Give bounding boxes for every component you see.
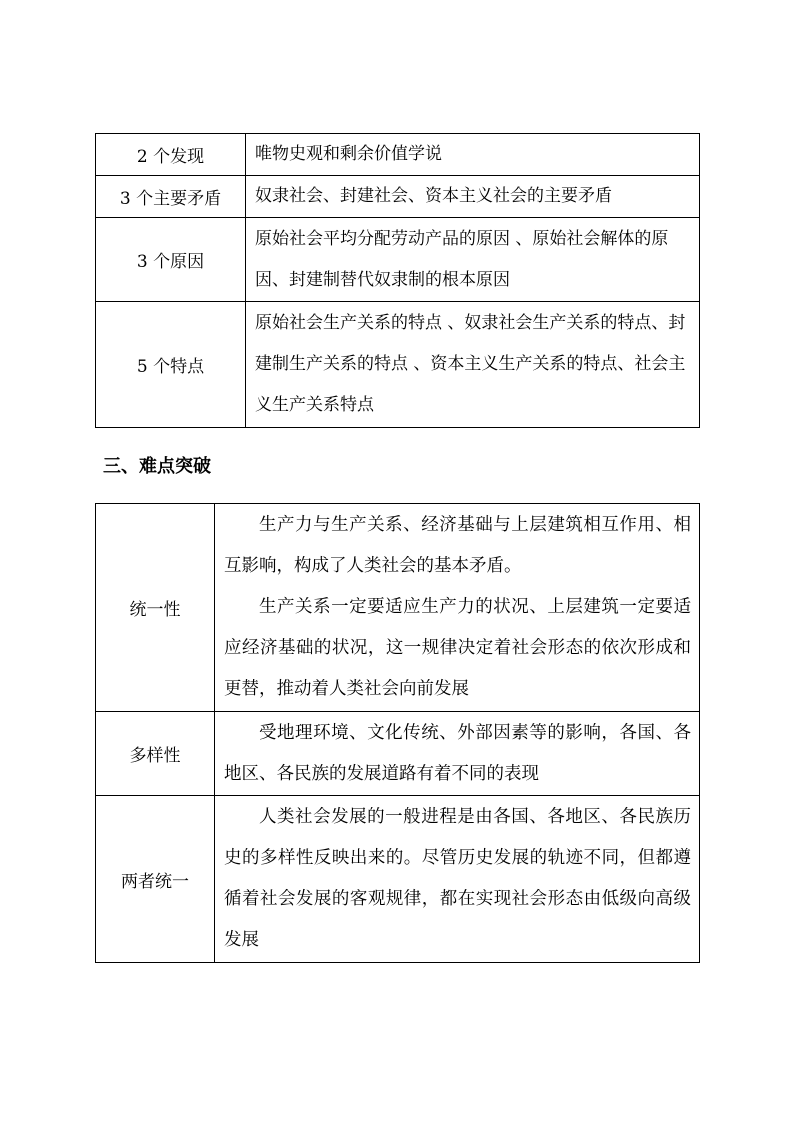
row-content: 原始社会平均分配劳动产品的原因 、原始社会解体的原因、封建制替代奴隶制的根本原因 <box>246 218 700 302</box>
paragraph: 生产关系一定要适应生产力的状况、上层建筑一定要适应经济基础的状况，这一规律决定着社会形态的依次形成和更替，推动着人类社会向前发展 <box>224 597 691 699</box>
paragraph: 受地理环境、文化传统、外部因素等的影响，各国、各地区、各民族的发展道路有着不同的表现 <box>224 722 691 784</box>
row-label: 多样性 <box>96 712 215 796</box>
row-content: 奴隶社会、封建社会、资本主义社会的主要矛盾 <box>246 176 700 218</box>
difficulty-table <box>95 503 700 963</box>
paragraph: 人类社会发展的一般进程是由各国、各地区、各民族历史的多样性反映出来的。尽管历史发展的轨迹不同，但都遵循着社会发展的客观规律，都在实现社会形态由低级向高级发展 <box>224 807 691 950</box>
row-label: 两者统一 <box>96 796 215 963</box>
table-row <box>96 134 700 176</box>
table-row <box>96 712 700 796</box>
table-row <box>96 796 700 963</box>
paragraph: 生产力与生产关系、经济基础与上层建筑相互作用、相互影响，构成了人类社会的基本矛盾。 <box>224 515 691 576</box>
table-row <box>96 504 700 712</box>
row-content <box>215 712 700 796</box>
table-row <box>96 218 700 302</box>
row-label: 2 个发现 <box>96 134 246 176</box>
row-label: 5 个特点 <box>96 302 246 428</box>
row-content <box>215 504 700 712</box>
row-content <box>215 796 700 963</box>
row-label: 统一性 <box>96 504 215 712</box>
table-row <box>96 176 700 218</box>
section-heading: 三、难点突破 <box>103 456 211 477</box>
row-content: 原始社会生产关系的特点 、奴隶社会生产关系的特点、封建制生产关系的特点 、资本主义生产关系的特点、社会主义生产关系特点 <box>246 302 700 428</box>
row-label: 3 个主要矛盾 <box>96 176 246 218</box>
row-label: 3 个原因 <box>96 218 246 302</box>
summary-table <box>95 133 700 428</box>
table-row <box>96 302 700 428</box>
row-content: 唯物史观和剩余价值学说 <box>246 134 700 176</box>
